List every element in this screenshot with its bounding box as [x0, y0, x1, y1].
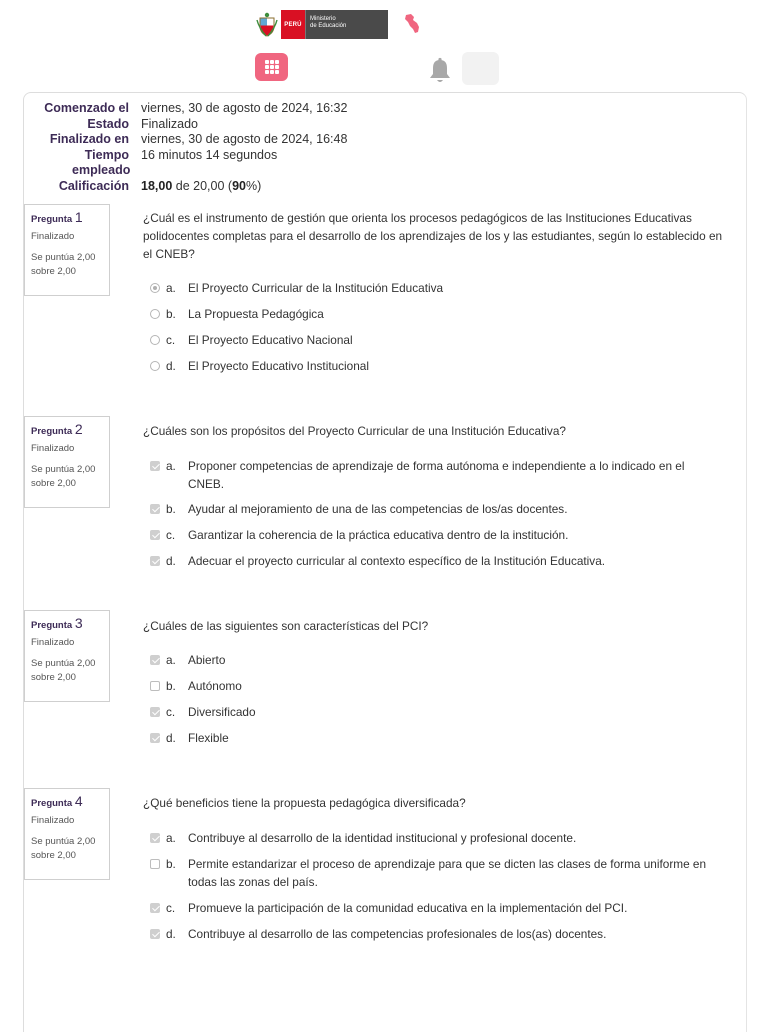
- grid-icon: [265, 60, 279, 74]
- answer-letter: a.: [166, 281, 176, 295]
- apps-menu-button[interactable]: [255, 53, 288, 81]
- answer-text: Garantizar la coherencia de la práctica educativa dentro de la institución.: [188, 528, 569, 542]
- user-menu-button[interactable]: [462, 52, 499, 85]
- answer-letter: b.: [166, 307, 176, 321]
- question-info: [24, 416, 110, 508]
- finished-label: Finalizado en: [49, 132, 129, 146]
- checkbox[interactable]: [150, 707, 160, 717]
- answer-letter: a.: [166, 653, 176, 667]
- summary-row-finished: [0, 132, 400, 148]
- summary-row-state: [0, 117, 400, 133]
- answer-option[interactable]: [150, 500, 720, 518]
- checkbox[interactable]: [150, 733, 160, 743]
- answer-letter: d.: [166, 927, 176, 941]
- question-number: Pregunta 1: [31, 209, 83, 225]
- answer-text: El Proyecto Educativo Nacional: [188, 333, 353, 347]
- checkbox[interactable]: [150, 504, 160, 514]
- started-value: viernes, 30 de agosto de 2024, 16:32: [141, 101, 348, 115]
- radio-button[interactable]: [150, 335, 160, 345]
- question-grade: Se puntúa 2,00 sobre 2,00: [31, 252, 96, 277]
- question-text: ¿Cuál es el instrumento de gestión que orienta los procesos pedagógicos de las Instituciones Educativas polidocentes completas para el desarrollo de los aprendizajes de los y las estudiantes, según lo establecido en el CNEB?: [143, 211, 723, 261]
- answer-text: Diversificado: [188, 705, 256, 719]
- answer-letter: c.: [166, 333, 176, 347]
- answer-text: Adecuar el proyecto curricular al contexto específico de la Institución Educativa.: [188, 554, 606, 568]
- answer-option[interactable]: [150, 703, 720, 721]
- grade-of: de 20,00 (: [175, 178, 233, 193]
- minedu-logo[interactable]: [256, 10, 388, 39]
- answer-text: Abierto: [188, 653, 226, 667]
- answer-letter: d.: [166, 554, 176, 568]
- state-value: Finalizado: [141, 116, 198, 131]
- checkbox[interactable]: [150, 903, 160, 913]
- answer-letter: c.: [166, 705, 176, 719]
- question-text: ¿Cuáles de las siguientes son características del PCI?: [143, 619, 429, 633]
- answer-letter: c.: [166, 528, 176, 542]
- brand-ministry: [305, 10, 388, 39]
- answer-text: Permite estandarizar el proceso de aprendizaje para que se dicten las clases de forma uniforme en todas las zonas del país.: [188, 857, 707, 889]
- question-text: ¿Qué beneficios tiene la propuesta pedagógica diversificada?: [143, 796, 466, 810]
- summary-row-grade: [0, 179, 400, 195]
- brand-ministry-line2: de Educación: [310, 23, 347, 29]
- grade-close: %): [245, 178, 262, 193]
- question-info: [24, 788, 110, 880]
- grade-percent: 90: [232, 178, 246, 193]
- answer-option[interactable]: [150, 925, 720, 943]
- state-label: Estado: [87, 116, 129, 131]
- checkbox[interactable]: [150, 859, 160, 869]
- question-info: [24, 204, 110, 296]
- question-info: [24, 610, 110, 702]
- peru-map-icon: [404, 14, 420, 34]
- answer-letter: c.: [166, 901, 176, 915]
- answer-text: Promueve la participación de la comunidad educativa en la implementación del PCI.: [188, 901, 628, 915]
- answer-option[interactable]: [150, 305, 720, 323]
- started-label: Comenzado el: [44, 101, 129, 115]
- brand-ministry-line1: Ministerio: [310, 16, 336, 22]
- answer-text: Contribuye al desarrollo de la identidad institucional y profesional docente.: [188, 831, 577, 845]
- question-number: Pregunta 2: [31, 421, 83, 437]
- coat-of-arms-icon: [256, 12, 278, 38]
- question-text: ¿Cuáles son los propósitos del Proyecto Curricular de una Institución Educativa?: [143, 424, 566, 438]
- answer-letter: a.: [166, 459, 176, 473]
- answer-letter: d.: [166, 731, 176, 745]
- checkbox[interactable]: [150, 556, 160, 566]
- question-grade: Se puntúa 2,00 sobre 2,00: [31, 464, 96, 489]
- answer-letter: b.: [166, 679, 176, 693]
- answer-text: Proponer competencias de aprendizaje de forma autónoma e independiente a lo indicado en el CNEB.: [188, 459, 685, 491]
- answer-option[interactable]: [150, 677, 720, 695]
- answer-text: Autónomo: [188, 679, 242, 693]
- answer-option[interactable]: [150, 331, 720, 349]
- summary-row-time: [0, 148, 400, 179]
- time-label: Tiempo empleado: [72, 147, 131, 177]
- summary-row-started: [0, 101, 400, 117]
- grade-label: Calificación: [58, 178, 129, 193]
- question-state: Finalizado: [31, 231, 75, 242]
- question-number: Pregunta 3: [31, 615, 83, 631]
- checkbox[interactable]: [150, 655, 160, 665]
- answer-letter: a.: [166, 831, 176, 845]
- checkbox[interactable]: [150, 833, 160, 843]
- question-state: Finalizado: [31, 443, 75, 454]
- checkbox[interactable]: [150, 681, 160, 691]
- answer-option[interactable]: [150, 552, 720, 570]
- answer-option[interactable]: [150, 279, 720, 297]
- answer-letter: d.: [166, 359, 176, 373]
- answer-text: Ayudar al mejoramiento de una de las competencias de los/as docentes.: [188, 502, 568, 516]
- question-number: Pregunta 4: [31, 793, 83, 809]
- answer-option[interactable]: [150, 526, 720, 544]
- finished-value: viernes, 30 de agosto de 2024, 16:48: [141, 132, 348, 146]
- grade-value: [141, 179, 400, 195]
- time-value: 16 minutos 14 segundos: [141, 147, 278, 162]
- radio-button[interactable]: [150, 361, 160, 371]
- radio-button[interactable]: [150, 309, 160, 319]
- answer-letter: b.: [166, 502, 176, 516]
- answer-letter: b.: [166, 857, 176, 871]
- question-state: Finalizado: [31, 637, 75, 648]
- checkbox[interactable]: [150, 461, 160, 471]
- grade-score: 18,00: [141, 178, 173, 193]
- question-grade: Se puntúa 2,00 sobre 2,00: [31, 836, 96, 861]
- attempt-summary: [0, 101, 400, 194]
- checkbox[interactable]: [150, 929, 160, 939]
- answer-text: El Proyecto Curricular de la Institución Educativa: [188, 281, 444, 295]
- radio-button[interactable]: [150, 283, 160, 293]
- checkbox[interactable]: [150, 530, 160, 540]
- question-state: Finalizado: [31, 815, 75, 826]
- answer-option[interactable]: [150, 729, 720, 747]
- answer-text: El Proyecto Educativo Institucional: [188, 359, 369, 373]
- answer-option[interactable]: [150, 457, 720, 493]
- answer-option[interactable]: [150, 651, 720, 669]
- answer-option[interactable]: [150, 829, 720, 847]
- question-grade: Se puntúa 2,00 sobre 2,00: [31, 658, 96, 683]
- bell-icon[interactable]: [427, 57, 453, 85]
- brand-country: PERÚ: [281, 10, 305, 39]
- answer-text: Contribuye al desarrollo de las competencias profesionales de los(as) docentes.: [188, 927, 607, 941]
- answer-option[interactable]: [150, 357, 720, 375]
- answer-option[interactable]: [150, 899, 720, 917]
- answer-text: Flexible: [188, 731, 229, 745]
- answer-option[interactable]: [150, 855, 720, 891]
- answer-text: La Propuesta Pedagógica: [188, 307, 324, 321]
